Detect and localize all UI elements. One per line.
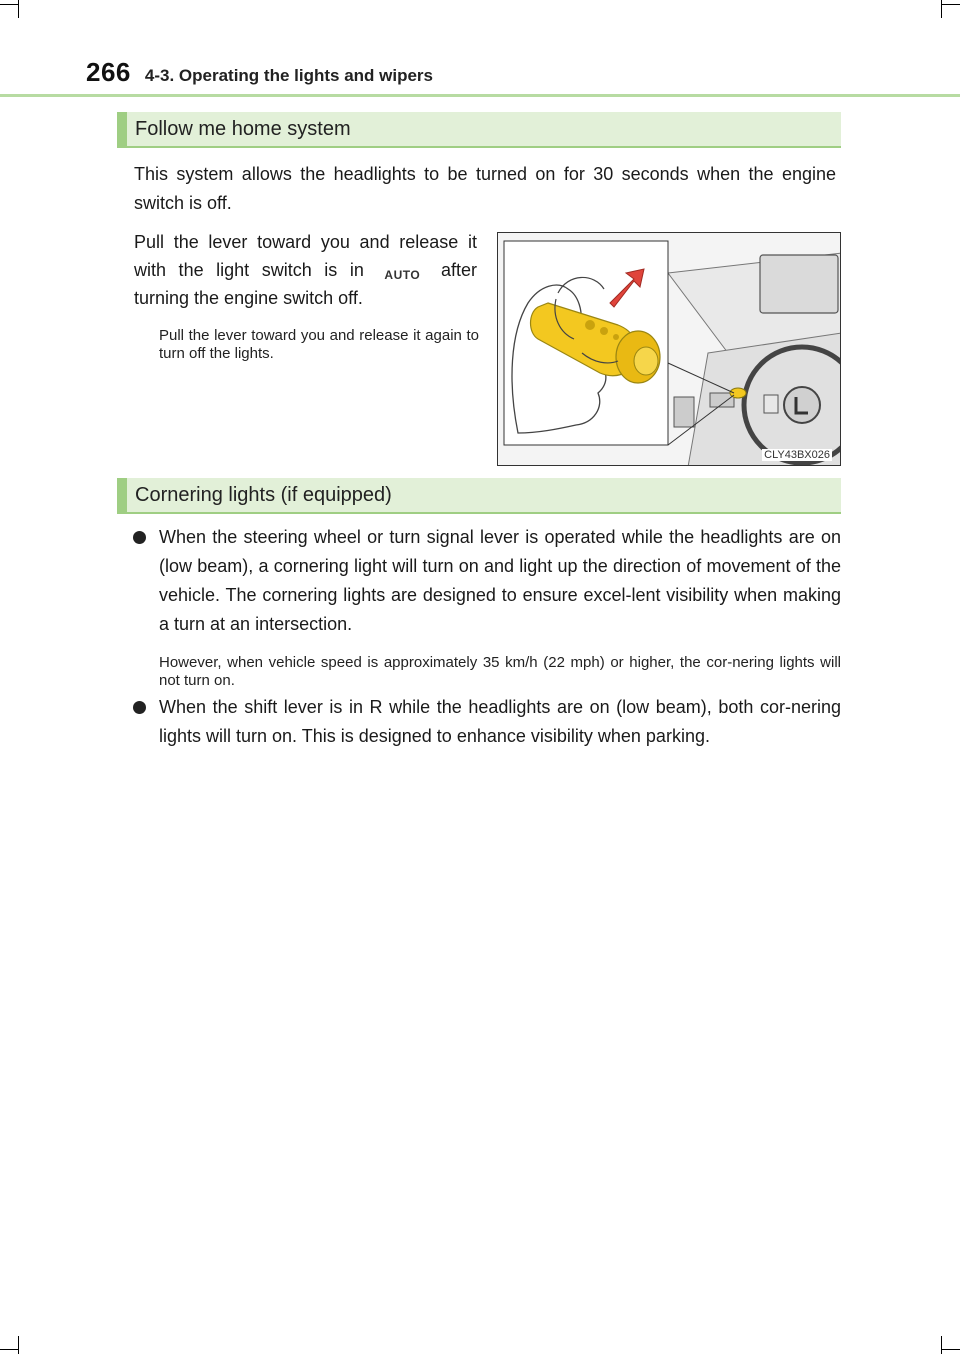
auto-switch-icon (378, 258, 426, 280)
crop-mark (0, 4, 18, 5)
follow-me-home-intro: This system allows the headlights to be turned on for 30 seconds when the engine switch is off. (134, 164, 836, 213)
figure-code: CLY43BX026 (764, 449, 830, 461)
instruction-part2: after turning the engine switch off. (134, 260, 477, 308)
bullet-icon (133, 701, 146, 714)
section-title-follow-me-home (117, 112, 841, 148)
header-divider (0, 94, 960, 97)
follow-me-home-note: Pull the lever toward you and release it again to turn off the lights. (159, 327, 479, 362)
follow-me-home-instruction (134, 228, 477, 312)
instruction-part1: Pull the lever toward you and release it with the light switch is in (134, 232, 477, 280)
bullet-text: When the shift lever is in R while the headlights are on (low beam), both cor-nering lights will turn on. This is designed to enhance visibility when parking. (159, 697, 841, 746)
crop-mark (942, 1349, 960, 1350)
crop-mark (942, 4, 960, 5)
section-title-cornering-lights (117, 478, 841, 514)
auto-switch-label: AUTO (384, 268, 421, 282)
bullet-icon (133, 531, 146, 544)
page-number: 266 (86, 57, 131, 87)
crop-mark (941, 1336, 942, 1354)
section-title-text: Follow me home system (135, 117, 351, 140)
list-item (133, 523, 841, 639)
lever-illustration (497, 232, 841, 466)
crop-mark (18, 0, 19, 18)
chapter-title: 4-3. Operating the lights and wipers (144, 66, 433, 85)
cornering-note: However, when vehicle speed is approximately 35 km/h (22 mph) or higher, the cor-nering lights will not turn on. (159, 654, 841, 689)
bullet-text: When the steering wheel or turn signal lever is operated while the headlights are on (low beam), a cornering light will turn on and light up the direction of movement of the vehicle. The cornering lights are designed to ensure excel-lent visibility when making a turn at an intersection. (159, 527, 841, 634)
crop-mark (941, 0, 942, 18)
crop-mark (18, 1336, 19, 1354)
lever-illustration-svg (498, 233, 841, 466)
list-item (133, 693, 841, 751)
crop-mark (0, 1349, 18, 1350)
section-title-text: Cornering lights (if equipped) (135, 483, 392, 506)
page-header (86, 58, 433, 88)
